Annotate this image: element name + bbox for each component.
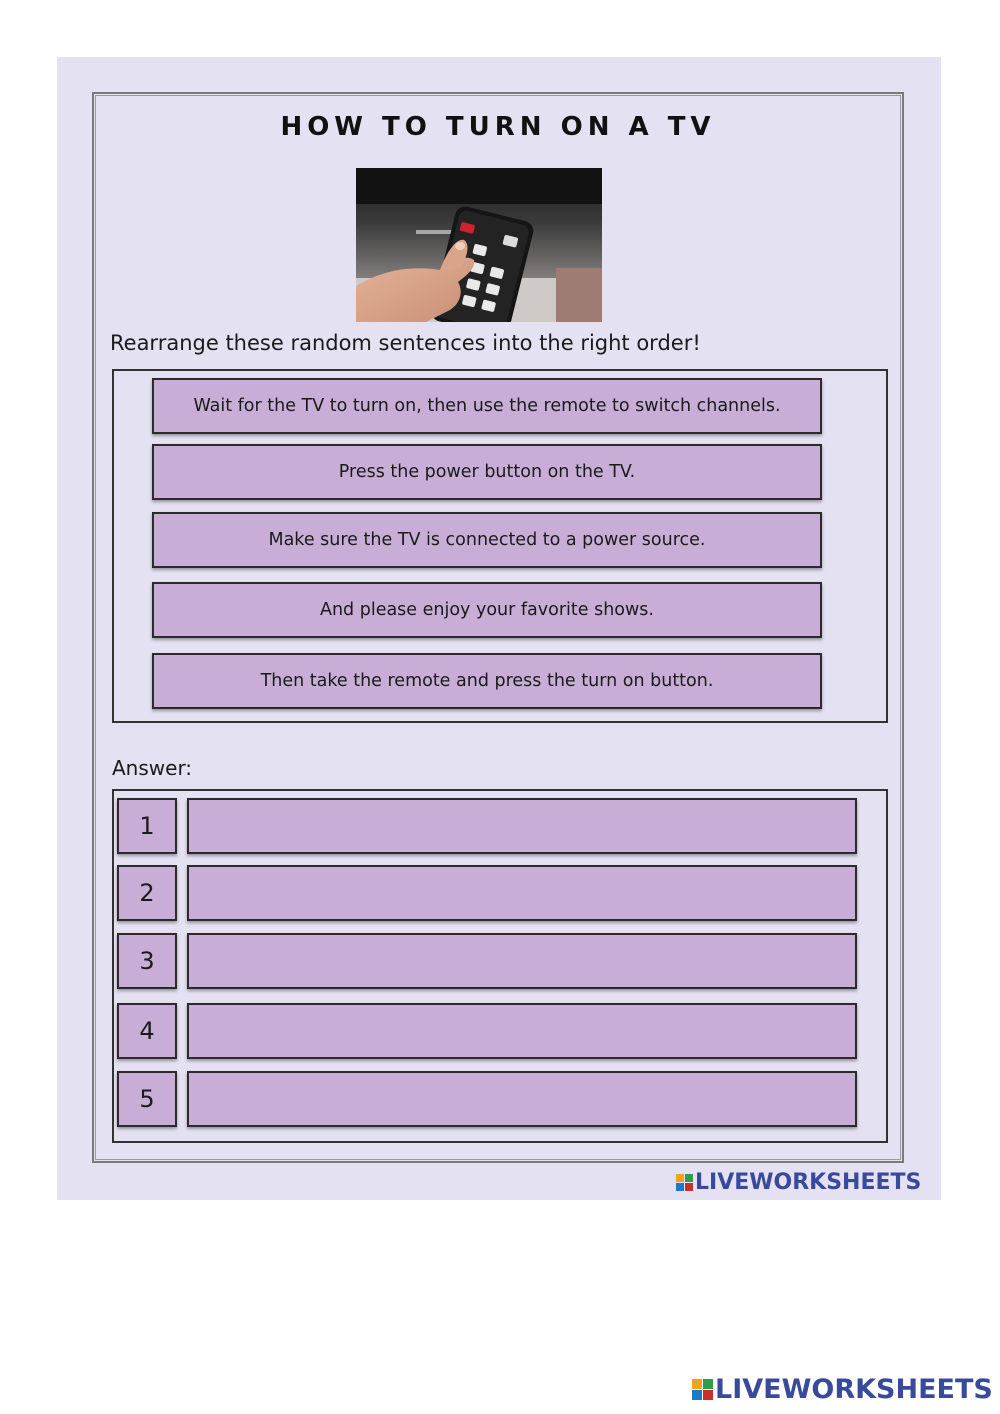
answer-label: Answer:	[112, 756, 193, 780]
worksheet-title: HOW TO TURN ON A TV	[280, 112, 716, 142]
tv-remote-photo	[356, 168, 602, 322]
brand-name: LIVEWORKSHEETS	[695, 1170, 922, 1195]
liveworksheets-mark-icon	[692, 1379, 713, 1400]
answer-number: 3	[117, 933, 177, 989]
answer-drop-slot[interactable]	[187, 798, 857, 854]
liveworksheets-mark-icon	[676, 1174, 693, 1191]
brand-name: LIVEWORKSHEETS	[715, 1374, 993, 1405]
answer-number: 2	[117, 865, 177, 921]
answer-number: 1	[117, 798, 177, 854]
liveworksheets-logo-large	[692, 1374, 993, 1405]
instruction-text: Rearrange these random sentences into the right order!	[110, 331, 701, 355]
answer-drop-slot[interactable]	[187, 933, 857, 989]
liveworksheets-logo-small	[676, 1170, 921, 1195]
sentence-strip[interactable]: Wait for the TV to turn on, then use the remote to switch channels.	[152, 378, 822, 434]
answer-number: 4	[117, 1003, 177, 1059]
answer-number: 5	[117, 1071, 177, 1127]
answer-drop-slot[interactable]	[187, 865, 857, 921]
sentence-strip[interactable]: Then take the remote and press the turn on button.	[152, 653, 822, 709]
sentence-strip[interactable]: Make sure the TV is connected to a power source.	[152, 512, 822, 568]
tv-remote-illustration	[356, 168, 602, 322]
sentence-strip[interactable]: Press the power button on the TV.	[152, 444, 822, 500]
sentence-strip[interactable]: And please enjoy your favorite shows.	[152, 582, 822, 638]
answer-drop-slot[interactable]	[187, 1003, 857, 1059]
answer-drop-slot[interactable]	[187, 1071, 857, 1127]
